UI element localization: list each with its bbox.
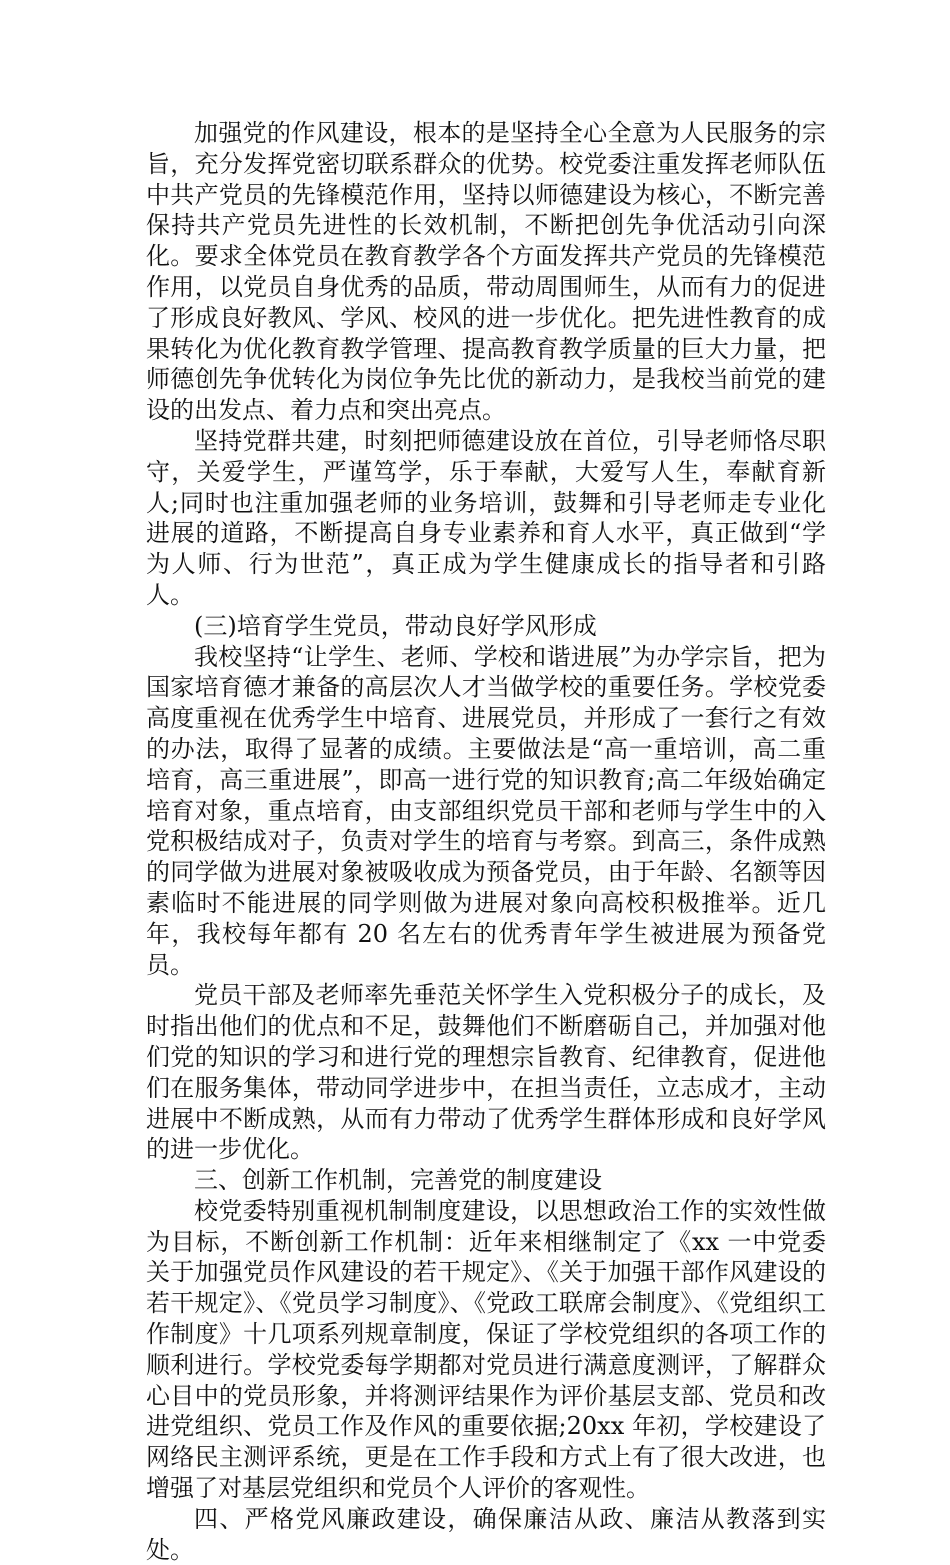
heading-section-four: 四、严格党风廉政建设，确保廉洁从政、廉洁从教落到实处。	[146, 1504, 826, 1564]
document-page	[146, 118, 826, 1565]
paragraph-teacher-ethics: 坚持党群共建，时刻把师德建设放在首位，引导老师恪尽职守，关爱学生，严谨笃学，乐于奉献，大爱写人生，奉献育新人;同时也注重加强老师的业务培训，鼓舞和引导老师走专业化进展的道路，不断提高自身专业素养和育人水平，真正做到“学为人师、行为世范”，真正成为学生健康成长的指导者和引路人。	[146, 426, 826, 609]
paragraph-student-cultivation: 我校坚持“让学生、老师、学校和谐进展”为办学宗旨，把为国家培育德才兼备的高层次人才当做学校的重要任务。学校党委高度重视在优秀学生中培育、进展党员，并形成了一套行之有效的办法，取得了显著的成绩。主要做法是“高一重培训，高二重培育，高三重进展”，即高一进行党的知识教育;高二年级始确定培育对象，重点培育，由支部组织党员干部和老师与学生中的入党积极结成对子，负责对学生的培育与考察。到高三，条件成熟的同学做为进展对象被吸收成为预备党员，由于年龄、名额等因素临时不能进展的同学则做为进展对象向高校积极推举。近几年，我校每年都有 20 名左右的优秀青年学生被进展为预备党员。	[146, 642, 826, 979]
paragraph-student-guidance: 党员干部及老师率先垂范关怀学生入党积极分子的成长，及时指出他们的优点和不足，鼓舞他们不断磨砺自己，并加强对他们党的知识的学习和进行党的理想宗旨教育、纪律教育，促进他们在服务集体，带动同学进步中，在担当责任，立志成才，主动进展中不断成熟，从而有力带动了优秀学生群体形成和良好学风的进一步优化。	[146, 981, 826, 1164]
paragraph-party-style: 加强党的作风建设，根本的是坚持全心全意为人民服务的宗旨，充分发挥党密切联系群众的优势。校党委注重发挥老师队伍中共产党员的先锋模范作用，坚持以师德建设为核心，不断完善保持共产党员先进性的长效机制，不断把创先争优活动引向深化。要求全体党员在教育教学各个方面发挥共产党员的先锋模范作用，以党员自身优秀的品质，带动周围师生，从而有力的促进了形成良好教风、学风、校风的进一步优化。把先进性教育的成果转化为优化教育教学管理、提高教育教学质量的巨大力量，把师德创先争优转化为岗位争先比优的新动力，是我校当前党的建设的出发点、着力点和突出亮点。	[146, 119, 826, 425]
heading-section-three: 三、创新工作机制，完善党的制度建设	[194, 1166, 602, 1195]
subheading-student-members: (三)培育学生党员，带动良好学风形成	[194, 611, 597, 640]
paragraph-system-building: 校党委特别重视机制制度建设，以思想政治工作的实效性做为目标，不断创新工作机制：近年来相继制定了《xx 一中党委关于加强党员作风建设的若干规定》、《关于加强干部作风建设的若干规定》、《党员学习制度》、《党政工联席会制度》、《党组织工作制度》十几项系列规章制度，保证了学校党组织的各项工作的顺利进行。学校党委每学期都对党员进行满意度测评，了解群众心目中的党员形象，并将测评结果作为评价基层支部、党员和改进党组织、党员工作及作风的重要依据;20xx 年初，学校建设了网络民主测评系统，更是在工作手段和方式上有了很大改进，也增强了对基层党组织和党员个人评价的客观性。	[146, 1196, 826, 1503]
